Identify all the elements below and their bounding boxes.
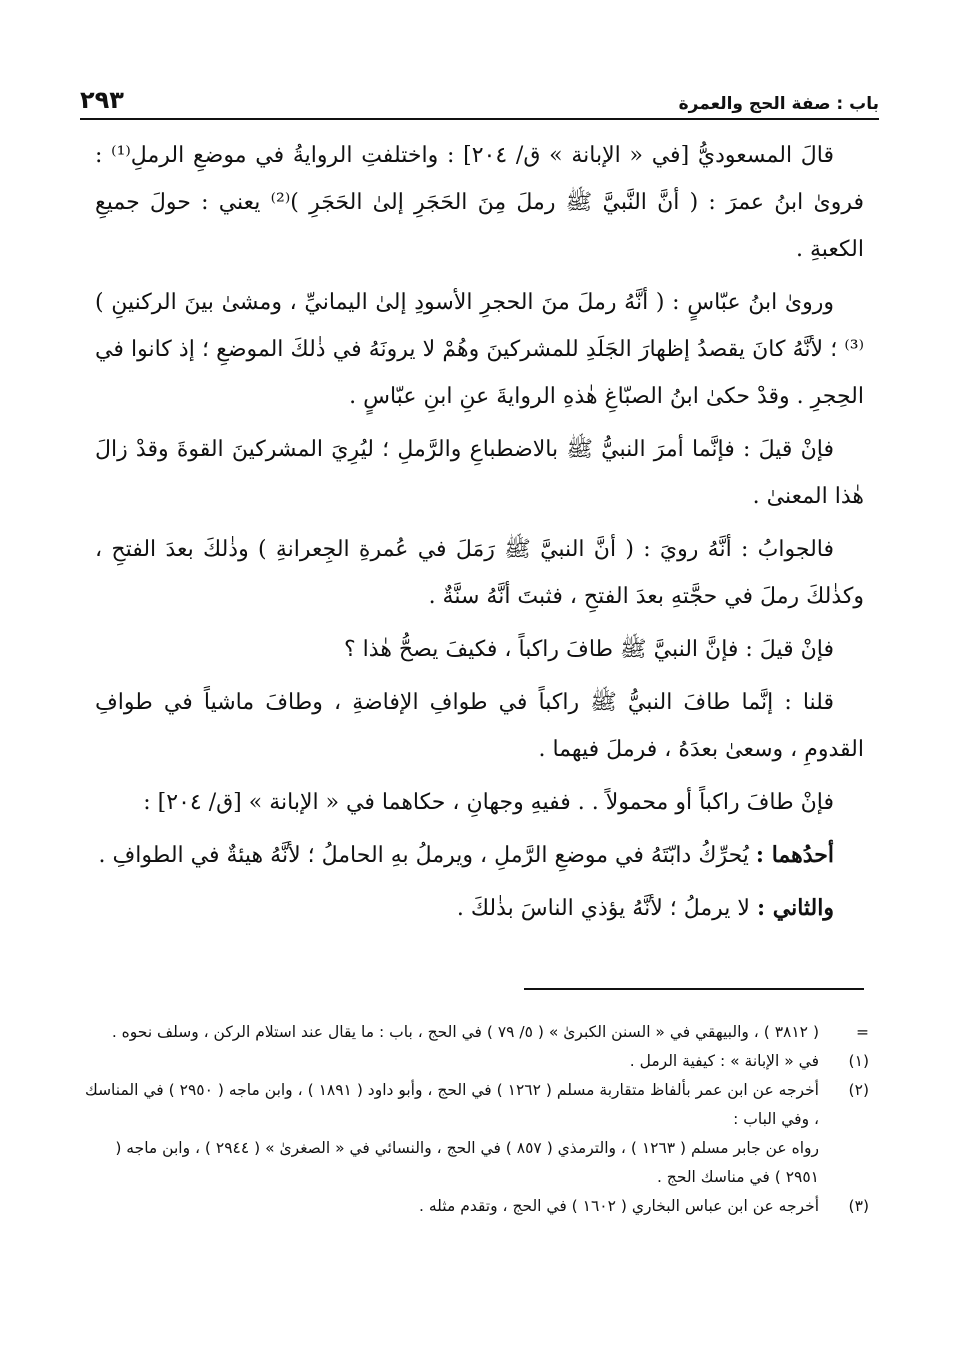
paragraph (95, 526, 864, 620)
paragraph-text: فإنْ قيلَ : فإنَّ النبيَّ ﷺ طافَ راكباً ، فكيفَ يصحُّ هٰذا ؟ (344, 637, 834, 662)
paragraph (95, 426, 864, 520)
footnote-3 (85, 1192, 869, 1221)
paragraph-text: يُحرِّكُ دابّتَهُ في موضعِ الرَّملِ ، ويرملُ بهِ الحاملُ ؛ لأنَّهُ هيئةٌ في الطوافِ . (98, 843, 749, 868)
footnote-text: في « الإبانة » : كيفية الرمل . (629, 1052, 819, 1070)
paragraph-text: فالجوابُ : أنَّهُ رويَ : ( أنَّ النبيَّ ﷺ رَمَلَ في عُمرةِ الجِعرانةِ ) وذٰلكَ بعدَ الفتحِ ، وكذٰلكَ رملَ في حجَّتهِ بعدَ الفتحِ ، فثبتَ أنَّهُ سنَّةٌ . (95, 537, 864, 609)
footnote-mark: (٣) (848, 1197, 869, 1215)
paragraph (95, 279, 864, 420)
paragraph (95, 679, 864, 773)
paragraph-text: لا يرملُ ؛ لأنَّهُ يؤذي الناسَ بذٰلكَ . (456, 896, 750, 921)
paragraph-text: قالَ المسعوديُّ [في « الإبانة » ق/ ٢٠٤] : واختلفتِ الروايةُ في موضعِ الرملِ⁽¹⁾ : فروىٰ ابنُ عمرَ : ( أنَّ النَّبيَّ ﷺ رملَ مِنَ الحَجَرِ إلىٰ الحَجَرِ )⁽²⁾ يعني : حولَ جميعِ الكعبةِ . (95, 143, 864, 262)
footnote-2 (85, 1076, 869, 1134)
footnote-2-continuation: رواه عن جابر مسلم ( ١٢٦٣ ) ، والترمذي ( ٨٥٧ ) في الحج ، والنسائي في « الصغرىٰ » ( ٢٩٤٤ ) ، وابن ماجه ( ٢٩٥١ ) في مناسك الحج . (115, 1139, 819, 1186)
paragraph (95, 779, 864, 826)
main-text (95, 132, 864, 938)
paragraph-text: قلنا : إنَّما طافَ النبيُّ ﷺ راكباً في طوافِ الإفاضةِ ، وطافَ ماشياً في طوافِ القدومِ ، وسعىٰ بعدَهُ ، فرملَ فيهما . (95, 690, 864, 762)
footnotes (85, 1018, 869, 1221)
paragraph (95, 132, 864, 273)
page-number: ٢٩٣ (80, 86, 124, 114)
footnote-text: أخرجه عن ابن عباس البخاري ( ١٦٠٢ ) في الحج ، وتقدم مثله . (419, 1197, 819, 1215)
footnote-mark: = (856, 1023, 869, 1041)
paragraph-first-view (95, 832, 864, 879)
paragraph-text: فإنْ قيلَ : فإنَّما أمرَ النبيُّ ﷺ بالاضطباعِ والرَّملِ ؛ ليُرِيَ المشركينَ القوةَ وقدْ زالَ هٰذا المعنىٰ . (95, 437, 864, 509)
footnote-1 (85, 1047, 869, 1076)
paragraph-text: ورویٰ ابنُ عبّاسٍ : ( أنَّهُ رملَ منَ الحجرِ الأسودِ إلىٰ اليمانيِّ ، ومشىٰ بينَ الركنينِ )⁽³⁾ ؛ لأنَّهُ كانَ يقصدُ إظهارَ الجَلَدِ للمشركينَ وهُمْ لا يرونَهُ في ذٰلكَ الموضعِ ؛ إذ كانوا في الحِجرِ . وقدْ حكىٰ ابنُ الصبّاغِ هٰذهِ الروايةَ عنِ ابنِ عبّاسٍ . (95, 290, 864, 409)
footnote-divider (524, 988, 864, 990)
paragraph-lead: أحدُهما : (755, 842, 834, 868)
paragraph (95, 626, 864, 673)
footnote-text: ( ٣٨١٢ ) ، والبيهقي في « السنن الكبرىٰ » ( ٥/ ٧٩ ) في الحج ، باب : ما يقال عند استلام الركن ، وسلف نحوه . (111, 1023, 819, 1041)
footnote-continued (85, 1018, 869, 1047)
footnote-mark: (١) (848, 1052, 869, 1070)
page-header (80, 80, 879, 120)
paragraph-second-view (95, 885, 864, 932)
paragraph-text: فإنْ طافَ راكباً أو محمولاً . . ففيهِ وجهانِ ، حكاهما في « الإبانة » [ق/ ٢٠٤] : (143, 790, 834, 815)
running-title: باب : صفة الحج والعمرة (678, 94, 879, 114)
footnote-text: أخرجه عن ابن عمر بألفاظ متقاربة مسلم ( ١٢٦٢ ) في الحج ، وأبو داود ( ١٨٩١ ) ، وابن ماجه ( ٢٩٥٠ ) في المناسك ، وفي الباب : (85, 1081, 819, 1128)
paragraph-lead: والثاني : (756, 895, 834, 921)
footnote-mark: (٢) (848, 1081, 869, 1099)
